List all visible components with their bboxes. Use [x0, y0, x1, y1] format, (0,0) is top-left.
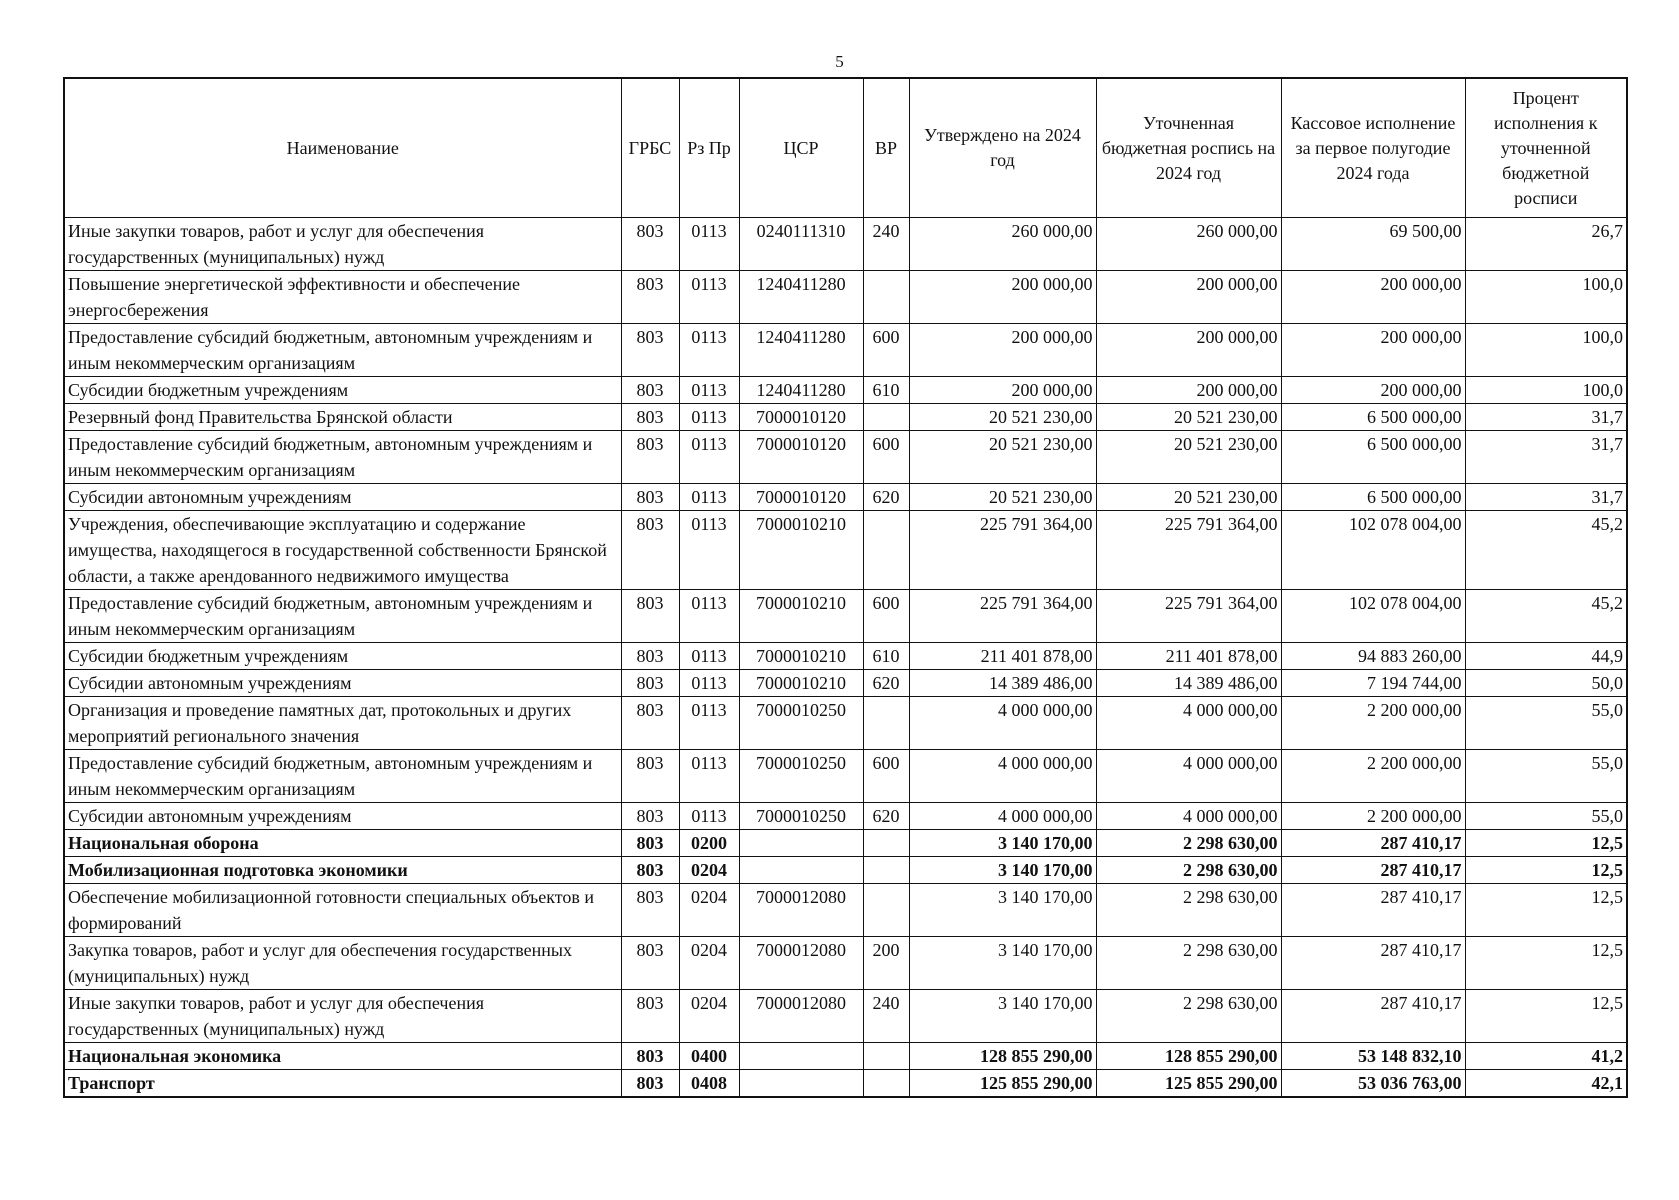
cell-approved: 20 521 230,00 [909, 431, 1096, 484]
cell-percent: 100,0 [1465, 324, 1627, 377]
cell-percent: 50,0 [1465, 670, 1627, 697]
cell-csr: 7000010120 [739, 404, 863, 431]
cell-cash: 200 000,00 [1281, 271, 1465, 324]
cell-csr: 7000010250 [739, 803, 863, 830]
cell-csr: 7000010210 [739, 670, 863, 697]
cell-vr: 240 [863, 218, 909, 271]
table-header-row [64, 78, 1627, 218]
cell-grbs: 803 [621, 218, 679, 271]
cell-vr: 600 [863, 590, 909, 643]
cell-name: Обеспечение мобилизационной готовности специальных объектов и формирований [64, 884, 621, 937]
header-csr: ЦСР [739, 78, 863, 218]
cell-csr: 7000010120 [739, 484, 863, 511]
cell-cash: 53 036 763,00 [1281, 1070, 1465, 1098]
cell-refined: 4 000 000,00 [1096, 697, 1281, 750]
cell-refined: 2 298 630,00 [1096, 937, 1281, 990]
budget-execution-table [63, 77, 1628, 1098]
header-rzpr: Рз Пр [679, 78, 739, 218]
table-row [64, 218, 1627, 271]
cell-rzpr: 0113 [679, 670, 739, 697]
cell-csr: 7000012080 [739, 937, 863, 990]
cell-cash: 287 410,17 [1281, 857, 1465, 884]
table-row [64, 431, 1627, 484]
header-cash: Кассовое исполнение за первое полугодие 2024 года [1281, 78, 1465, 218]
table-row [64, 750, 1627, 803]
cell-approved: 4 000 000,00 [909, 803, 1096, 830]
cell-percent: 12,5 [1465, 830, 1627, 857]
cell-cash: 287 410,17 [1281, 937, 1465, 990]
header-vr: ВР [863, 78, 909, 218]
table-row [64, 937, 1627, 990]
cell-vr [863, 1043, 909, 1070]
cell-refined: 2 298 630,00 [1096, 830, 1281, 857]
cell-vr [863, 830, 909, 857]
table-row [64, 884, 1627, 937]
cell-rzpr: 0113 [679, 697, 739, 750]
header-grbs: ГРБС [621, 78, 679, 218]
cell-grbs: 803 [621, 590, 679, 643]
cell-cash: 6 500 000,00 [1281, 431, 1465, 484]
page-number: 5 [835, 52, 844, 71]
cell-percent: 44,9 [1465, 643, 1627, 670]
cell-cash: 53 148 832,10 [1281, 1043, 1465, 1070]
table-row [64, 857, 1627, 884]
cell-rzpr: 0113 [679, 643, 739, 670]
cell-percent: 31,7 [1465, 404, 1627, 431]
cell-approved: 4 000 000,00 [909, 697, 1096, 750]
cell-grbs: 803 [621, 990, 679, 1043]
cell-rzpr: 0113 [679, 271, 739, 324]
cell-csr: 7000010120 [739, 431, 863, 484]
cell-csr: 1240411280 [739, 324, 863, 377]
cell-rzpr: 0113 [679, 377, 739, 404]
cell-refined: 200 000,00 [1096, 377, 1281, 404]
cell-name: Иные закупки товаров, работ и услуг для обеспечения государственных (муниципальных) нужд [64, 990, 621, 1043]
cell-approved: 125 855 290,00 [909, 1070, 1096, 1098]
cell-csr: 7000012080 [739, 990, 863, 1043]
cell-rzpr: 0113 [679, 431, 739, 484]
cell-rzpr: 0113 [679, 803, 739, 830]
cell-refined: 4 000 000,00 [1096, 803, 1281, 830]
cell-percent: 12,5 [1465, 937, 1627, 990]
cell-percent: 55,0 [1465, 697, 1627, 750]
cell-cash: 6 500 000,00 [1281, 404, 1465, 431]
cell-approved: 200 000,00 [909, 324, 1096, 377]
cell-csr: 7000010210 [739, 511, 863, 590]
cell-csr: 1240411280 [739, 271, 863, 324]
cell-grbs: 803 [621, 271, 679, 324]
cell-percent: 31,7 [1465, 431, 1627, 484]
cell-csr: 1240411280 [739, 377, 863, 404]
table-row [64, 271, 1627, 324]
cell-rzpr: 0113 [679, 218, 739, 271]
table-row [64, 803, 1627, 830]
cell-refined: 4 000 000,00 [1096, 750, 1281, 803]
table-row [64, 830, 1627, 857]
cell-grbs: 803 [621, 1043, 679, 1070]
cell-name: Субсидии автономным учреждениям [64, 670, 621, 697]
cell-refined: 225 791 364,00 [1096, 590, 1281, 643]
cell-grbs: 803 [621, 670, 679, 697]
cell-rzpr: 0204 [679, 857, 739, 884]
cell-cash: 102 078 004,00 [1281, 590, 1465, 643]
table-body [64, 218, 1627, 1098]
cell-approved: 225 791 364,00 [909, 590, 1096, 643]
cell-approved: 225 791 364,00 [909, 511, 1096, 590]
cell-grbs: 803 [621, 803, 679, 830]
cell-name: Предоставление субсидий бюджетным, автономным учреждениям и иным некоммерческим организациям [64, 590, 621, 643]
cell-cash: 2 200 000,00 [1281, 697, 1465, 750]
cell-cash: 2 200 000,00 [1281, 750, 1465, 803]
table-row [64, 1070, 1627, 1098]
cell-name: Организация и проведение памятных дат, протокольных и других мероприятий регионального значения [64, 697, 621, 750]
cell-grbs: 803 [621, 324, 679, 377]
cell-percent: 12,5 [1465, 990, 1627, 1043]
cell-name: Мобилизационная подготовка экономики [64, 857, 621, 884]
cell-rzpr: 0113 [679, 511, 739, 590]
cell-vr: 240 [863, 990, 909, 1043]
cell-name: Иные закупки товаров, работ и услуг для обеспечения государственных (муниципальных) нужд [64, 218, 621, 271]
cell-approved: 4 000 000,00 [909, 750, 1096, 803]
cell-refined: 200 000,00 [1096, 271, 1281, 324]
cell-cash: 102 078 004,00 [1281, 511, 1465, 590]
cell-grbs: 803 [621, 431, 679, 484]
cell-refined: 200 000,00 [1096, 324, 1281, 377]
cell-approved: 200 000,00 [909, 271, 1096, 324]
cell-csr: 7000010250 [739, 750, 863, 803]
cell-name: Повышение энергетической эффективности и обеспечение энергосбережения [64, 271, 621, 324]
cell-approved: 3 140 170,00 [909, 830, 1096, 857]
cell-name: Предоставление субсидий бюджетным, автономным учреждениям и иным некоммерческим организациям [64, 324, 621, 377]
cell-refined: 211 401 878,00 [1096, 643, 1281, 670]
cell-grbs: 803 [621, 404, 679, 431]
cell-vr [863, 697, 909, 750]
cell-grbs: 803 [621, 484, 679, 511]
cell-rzpr: 0200 [679, 830, 739, 857]
cell-vr: 600 [863, 324, 909, 377]
cell-approved: 3 140 170,00 [909, 884, 1096, 937]
cell-name: Предоставление субсидий бюджетным, автономным учреждениям и иным некоммерческим организациям [64, 750, 621, 803]
cell-percent: 12,5 [1465, 884, 1627, 937]
cell-vr [863, 271, 909, 324]
cell-vr: 610 [863, 377, 909, 404]
cell-name: Учреждения, обеспечивающие эксплуатацию и содержание имущества, находящегося в государственной собственности Брянской области, а также арендованного недвижимого имущества [64, 511, 621, 590]
cell-grbs: 803 [621, 937, 679, 990]
cell-grbs: 803 [621, 750, 679, 803]
table-row [64, 511, 1627, 590]
cell-name: Национальная экономика [64, 1043, 621, 1070]
cell-csr: 7000012080 [739, 884, 863, 937]
cell-refined: 20 521 230,00 [1096, 484, 1281, 511]
cell-percent: 45,2 [1465, 590, 1627, 643]
cell-vr [863, 511, 909, 590]
cell-approved: 128 855 290,00 [909, 1043, 1096, 1070]
cell-csr [739, 1070, 863, 1098]
table-row [64, 590, 1627, 643]
cell-csr: 0240111310 [739, 218, 863, 271]
table-row [64, 643, 1627, 670]
cell-percent: 42,1 [1465, 1070, 1627, 1098]
cell-name: Резервный фонд Правительства Брянской области [64, 404, 621, 431]
cell-csr [739, 830, 863, 857]
header-approved: Утверждено на 2024 год [909, 78, 1096, 218]
header-percent: Процент исполнения к уточненной бюджетной росписи [1465, 78, 1627, 218]
cell-grbs: 803 [621, 377, 679, 404]
cell-rzpr: 0408 [679, 1070, 739, 1098]
cell-csr: 7000010250 [739, 697, 863, 750]
cell-approved: 3 140 170,00 [909, 857, 1096, 884]
cell-rzpr: 0113 [679, 324, 739, 377]
table-row [64, 990, 1627, 1043]
cell-vr [863, 884, 909, 937]
cell-cash: 7 194 744,00 [1281, 670, 1465, 697]
cell-vr [863, 857, 909, 884]
cell-vr: 600 [863, 431, 909, 484]
cell-vr [863, 404, 909, 431]
cell-refined: 2 298 630,00 [1096, 990, 1281, 1043]
cell-name: Транспорт [64, 1070, 621, 1098]
cell-approved: 14 389 486,00 [909, 670, 1096, 697]
cell-rzpr: 0113 [679, 404, 739, 431]
cell-vr: 600 [863, 750, 909, 803]
cell-approved: 3 140 170,00 [909, 990, 1096, 1043]
cell-approved: 200 000,00 [909, 377, 1096, 404]
table-row [64, 484, 1627, 511]
cell-refined: 225 791 364,00 [1096, 511, 1281, 590]
cell-refined: 20 521 230,00 [1096, 431, 1281, 484]
cell-vr: 620 [863, 803, 909, 830]
cell-cash: 287 410,17 [1281, 830, 1465, 857]
cell-cash: 2 200 000,00 [1281, 803, 1465, 830]
cell-percent: 55,0 [1465, 750, 1627, 803]
cell-cash: 200 000,00 [1281, 324, 1465, 377]
cell-grbs: 803 [621, 857, 679, 884]
cell-approved: 3 140 170,00 [909, 937, 1096, 990]
cell-vr [863, 1070, 909, 1098]
cell-refined: 14 389 486,00 [1096, 670, 1281, 697]
cell-csr [739, 1043, 863, 1070]
cell-csr: 7000010210 [739, 590, 863, 643]
cell-refined: 20 521 230,00 [1096, 404, 1281, 431]
cell-vr: 200 [863, 937, 909, 990]
cell-rzpr: 0113 [679, 484, 739, 511]
cell-cash: 200 000,00 [1281, 377, 1465, 404]
cell-percent: 12,5 [1465, 857, 1627, 884]
cell-cash: 94 883 260,00 [1281, 643, 1465, 670]
cell-grbs: 803 [621, 511, 679, 590]
cell-name: Национальная оборона [64, 830, 621, 857]
cell-refined: 2 298 630,00 [1096, 884, 1281, 937]
cell-percent: 26,7 [1465, 218, 1627, 271]
cell-refined: 125 855 290,00 [1096, 1070, 1281, 1098]
header-refined: Уточненная бюджетная роспись на 2024 год [1096, 78, 1281, 218]
cell-approved: 20 521 230,00 [909, 484, 1096, 511]
cell-grbs: 803 [621, 643, 679, 670]
cell-grbs: 803 [621, 884, 679, 937]
cell-rzpr: 0204 [679, 884, 739, 937]
cell-refined: 2 298 630,00 [1096, 857, 1281, 884]
table-row [64, 377, 1627, 404]
cell-approved: 260 000,00 [909, 218, 1096, 271]
cell-rzpr: 0400 [679, 1043, 739, 1070]
cell-grbs: 803 [621, 697, 679, 750]
cell-approved: 211 401 878,00 [909, 643, 1096, 670]
cell-vr: 610 [863, 643, 909, 670]
cell-approved: 20 521 230,00 [909, 404, 1096, 431]
cell-name: Субсидии автономным учреждениям [64, 484, 621, 511]
cell-cash: 287 410,17 [1281, 884, 1465, 937]
cell-percent: 100,0 [1465, 377, 1627, 404]
table-row [64, 670, 1627, 697]
table-row [64, 324, 1627, 377]
cell-csr: 7000010210 [739, 643, 863, 670]
cell-refined: 128 855 290,00 [1096, 1043, 1281, 1070]
cell-grbs: 803 [621, 1070, 679, 1098]
cell-vr: 620 [863, 670, 909, 697]
cell-name: Субсидии бюджетным учреждениям [64, 377, 621, 404]
cell-name: Предоставление субсидий бюджетным, автономным учреждениям и иным некоммерческим организациям [64, 431, 621, 484]
cell-cash: 6 500 000,00 [1281, 484, 1465, 511]
cell-percent: 45,2 [1465, 511, 1627, 590]
cell-percent: 100,0 [1465, 271, 1627, 324]
cell-rzpr: 0113 [679, 590, 739, 643]
table-row [64, 697, 1627, 750]
cell-csr [739, 857, 863, 884]
cell-refined: 260 000,00 [1096, 218, 1281, 271]
cell-cash: 287 410,17 [1281, 990, 1465, 1043]
table-row [64, 1043, 1627, 1070]
cell-cash: 69 500,00 [1281, 218, 1465, 271]
cell-percent: 31,7 [1465, 484, 1627, 511]
cell-name: Субсидии автономным учреждениям [64, 803, 621, 830]
cell-name: Закупка товаров, работ и услуг для обеспечения государственных (муниципальных) нужд [64, 937, 621, 990]
header-name: Наименование [64, 78, 621, 218]
cell-percent: 55,0 [1465, 803, 1627, 830]
cell-rzpr: 0113 [679, 750, 739, 803]
table-row [64, 404, 1627, 431]
cell-rzpr: 0204 [679, 937, 739, 990]
cell-rzpr: 0204 [679, 990, 739, 1043]
cell-percent: 41,2 [1465, 1043, 1627, 1070]
cell-name: Субсидии бюджетным учреждениям [64, 643, 621, 670]
cell-vr: 620 [863, 484, 909, 511]
cell-grbs: 803 [621, 830, 679, 857]
